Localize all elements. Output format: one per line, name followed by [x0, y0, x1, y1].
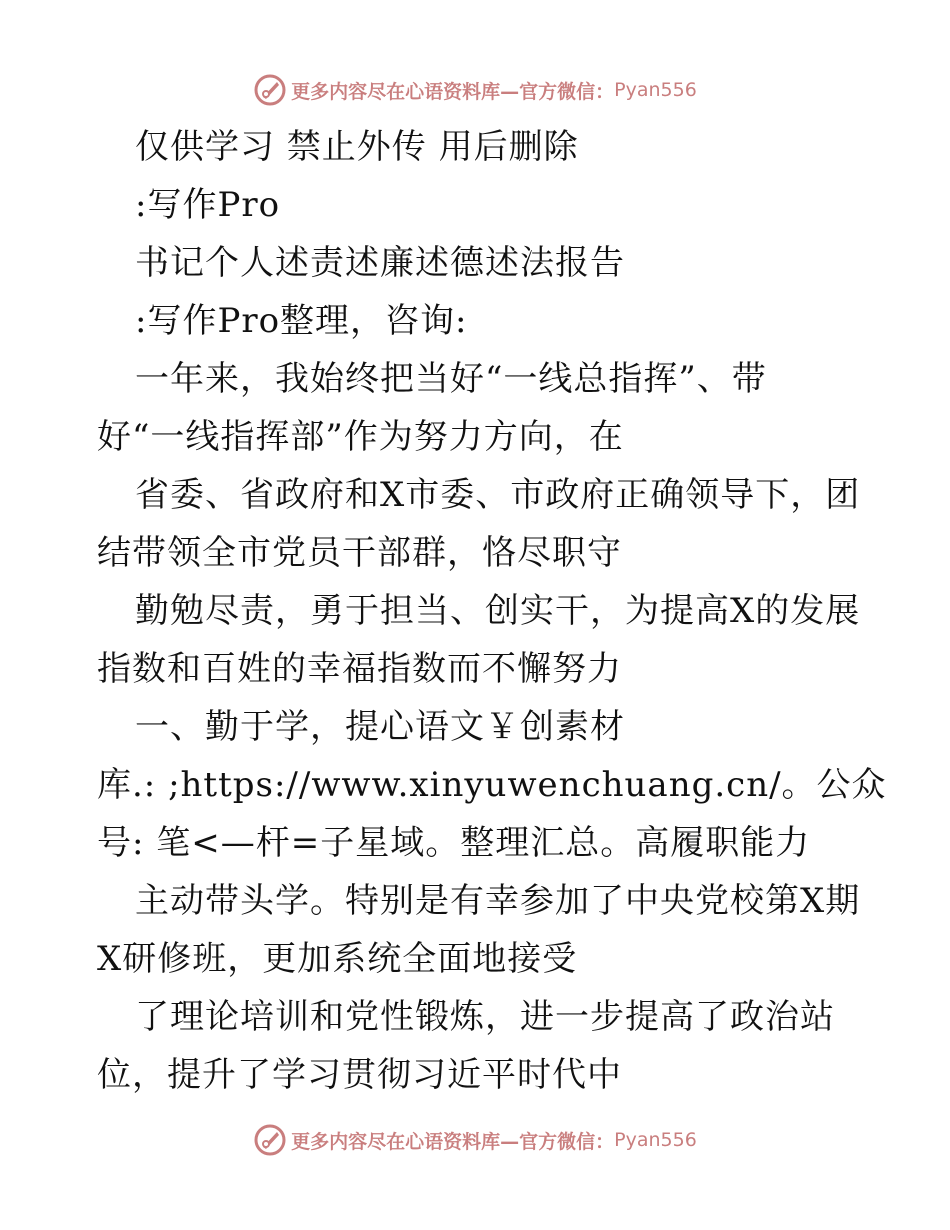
text-line: 仅供学习 禁止外传 用后删除: [135, 127, 579, 167]
text-line: 库.: ;https://www.xinyuwenchuang.cn/。公众: [97, 765, 887, 805]
banner-text: 更多内容尽在心语资料库—官方微信：: [291, 80, 615, 103]
footer-watermark-banner: [0, 1120, 950, 1160]
text-line: 位，提升了学习贯彻习近平时代中: [97, 1055, 622, 1095]
quill-logo-icon: [253, 73, 287, 107]
banner-text: 更多内容尽在心语资料库—官方微信：: [291, 1130, 615, 1153]
text-line: 勤勉尽责，勇于担当、创实干，为提高X的发展: [135, 591, 861, 631]
text-line: 号: 笔<—杆=子星域。整理汇总。高履职能力: [97, 823, 811, 863]
banner-wechat-id: Pyan556: [614, 79, 697, 101]
text-line: 好“一线指挥部”作为努力方向，在: [97, 417, 624, 457]
text-line: 了理论培训和党性锻炼，进一步提高了政治站: [135, 997, 835, 1037]
text-line: 结带领全市党员干部群，恪尽职守: [97, 533, 622, 573]
text-line: :写作Pro: [135, 185, 281, 225]
header-watermark-banner: [0, 70, 950, 110]
quill-logo-icon: [253, 1123, 287, 1157]
text-line: X研修班，更加系统全面地接受: [97, 939, 578, 979]
banner-wechat-id: Pyan556: [614, 1129, 697, 1151]
text-line: 指数和百姓的幸福指数而不懈努力: [97, 649, 622, 689]
text-line: 书记个人述责述廉述德述法报告: [135, 243, 625, 283]
text-line: 主动带头学。特别是有幸参加了中央党校第X期: [135, 881, 861, 921]
text-line: 一、勤于学，提心语文￥创素材: [135, 707, 625, 747]
text-line: 省委、省政府和X市委、市政府正确领导下，团: [135, 475, 861, 515]
text-line: 一年来，我始终把当好“一线总指挥”、带: [135, 359, 767, 399]
text-line: :写作Pro整理，咨询:: [135, 301, 468, 341]
